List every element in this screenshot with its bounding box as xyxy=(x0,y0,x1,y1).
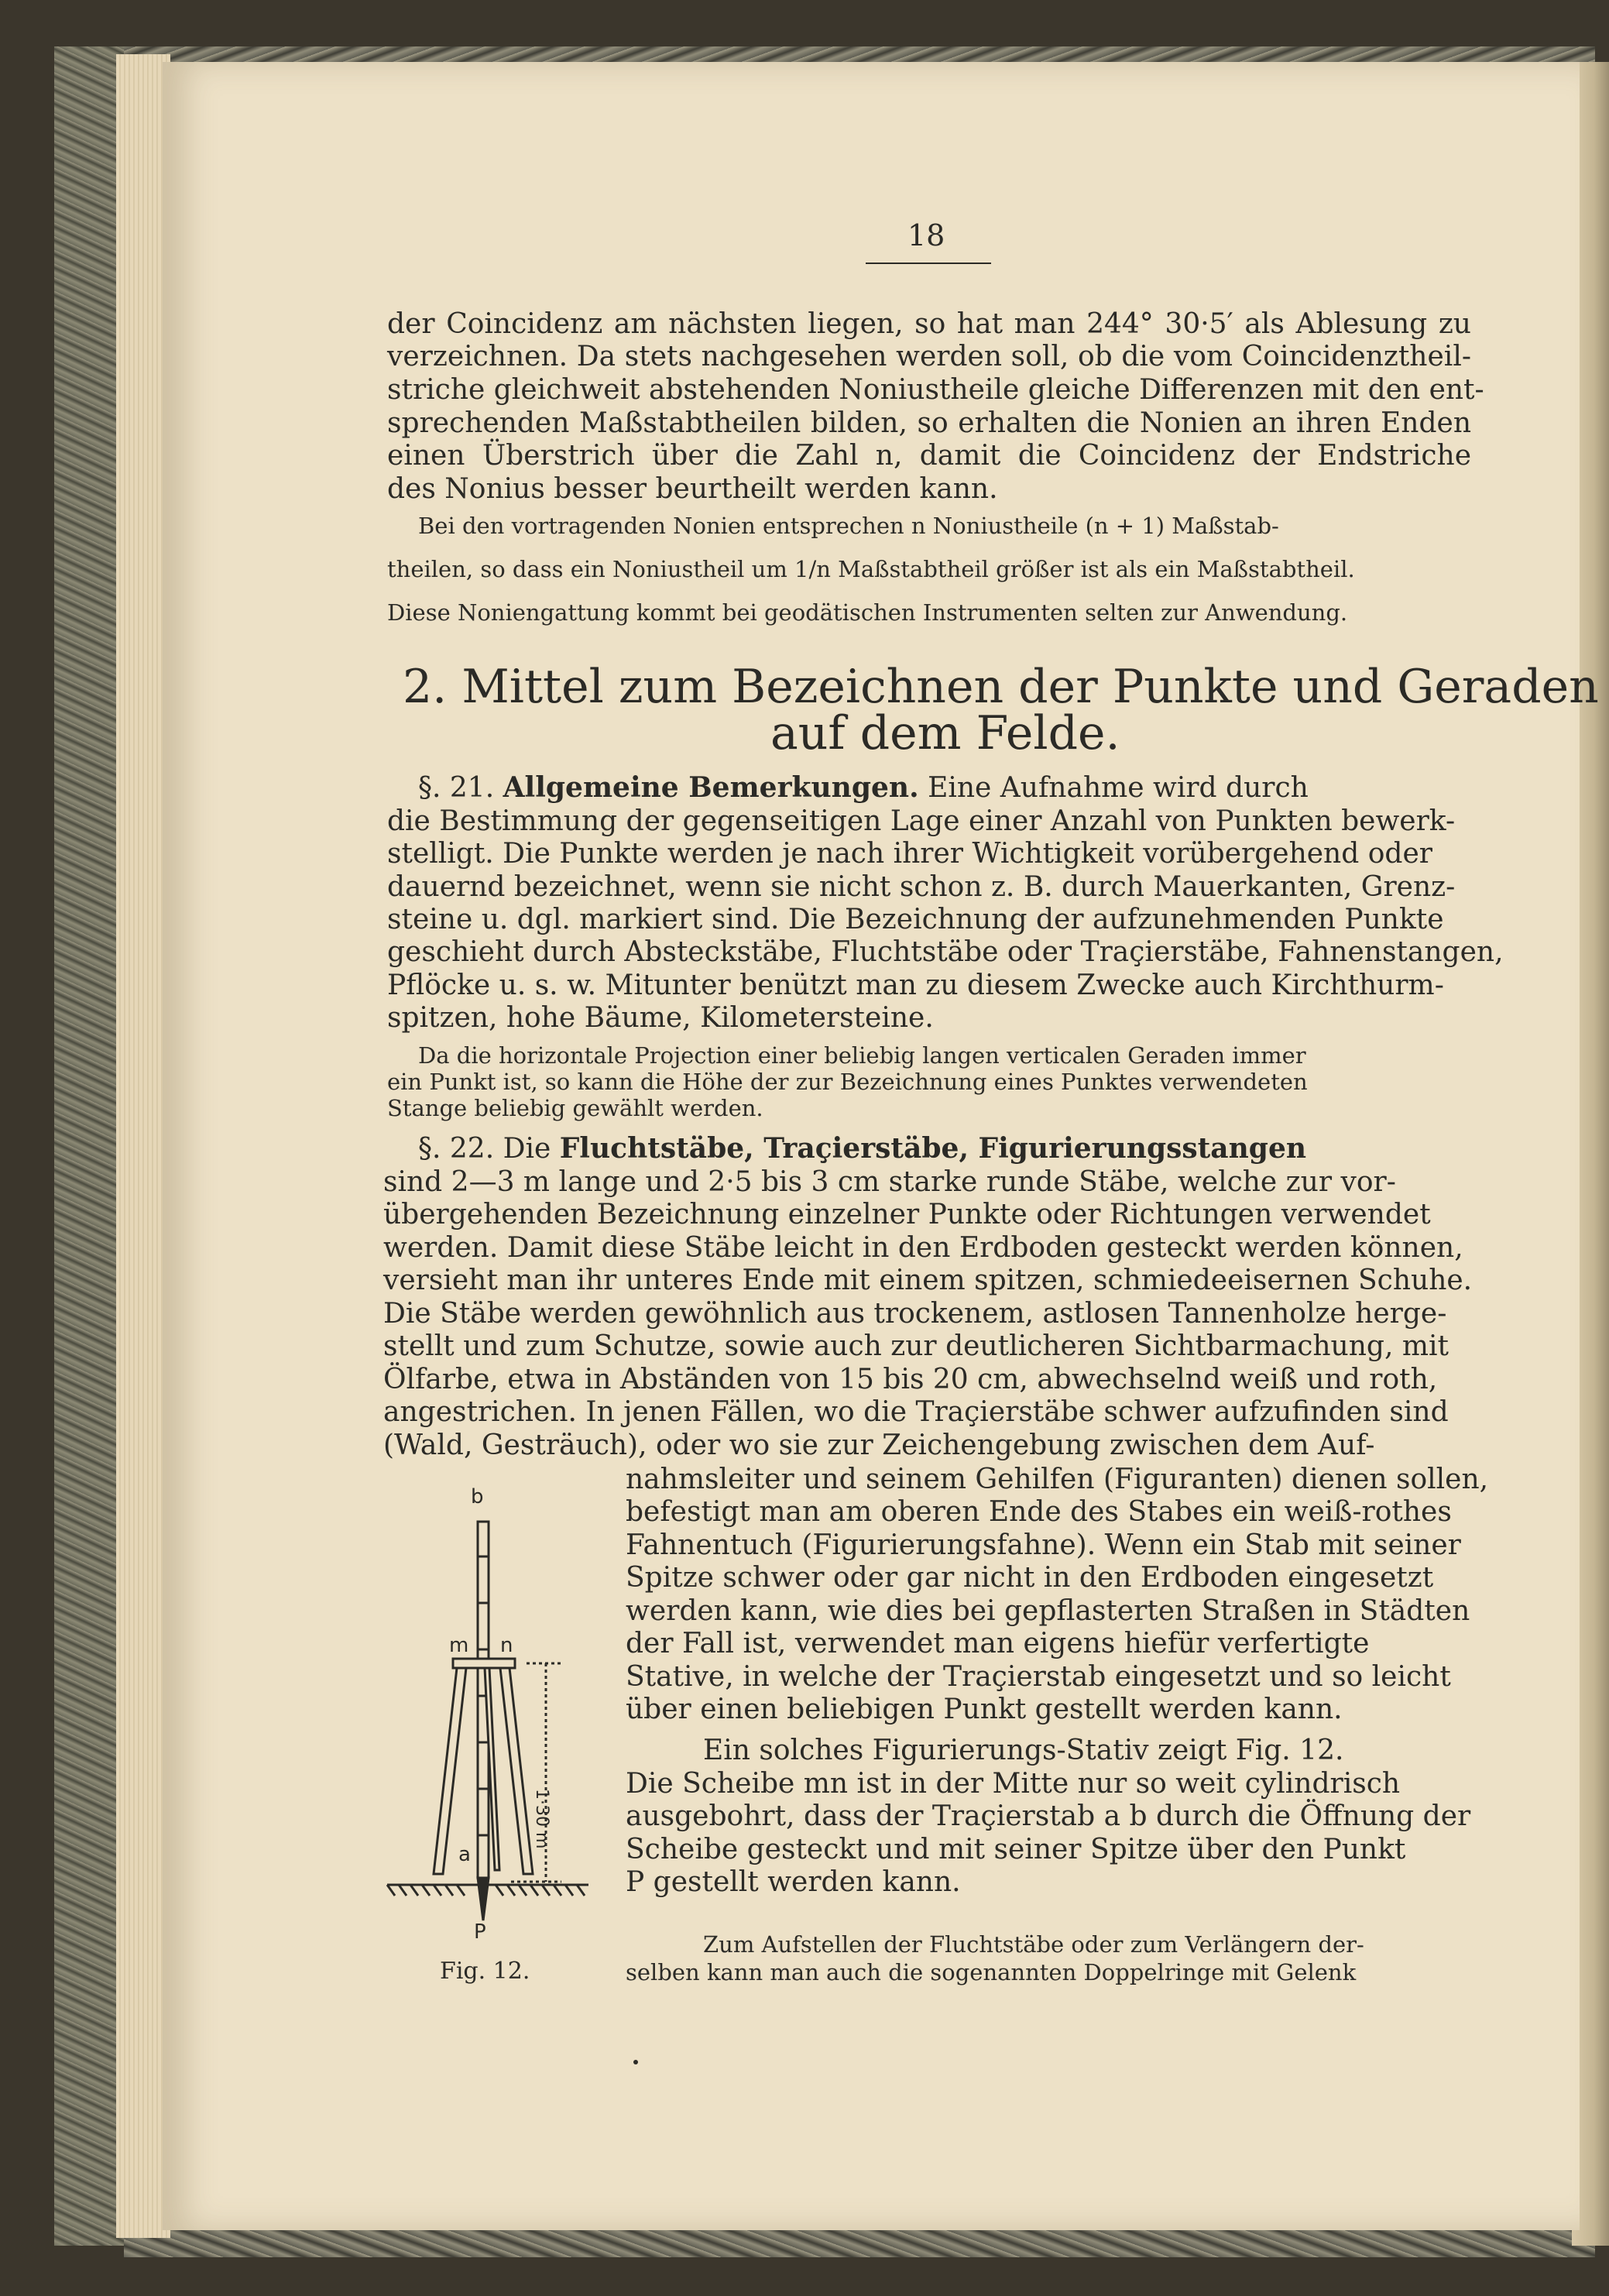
page-number-rule xyxy=(866,263,991,264)
text-line: der Coincidenz am nächsten liegen, so hat man 244° 30·5′ als Ablesung zu xyxy=(387,308,1471,340)
small-text-line: Diese Noniengattung kommt bei geodätischen Instrumenten selten zur Anwendung. xyxy=(387,599,1348,626)
text-line: nahmsleiter und seinem Gehilfen (Figuranten) dienen sollen, xyxy=(626,1464,1489,1495)
text-line: einen Überstrich über die Zahl n, damit die Coincidenz der Endstriche xyxy=(387,440,1471,472)
section-text: Die xyxy=(503,1133,551,1165)
small-text-line: selben kann man auch die sogenannten Doppelringe mit Gelenk xyxy=(626,1959,1357,1985)
text-line: Pflöcke u. s. w. Mitunter benützt man zu diesem Zwecke auch Kirchthurm- xyxy=(387,970,1444,1001)
text-line: verzeichnen. Da stets nachgesehen werden soll, ob die vom Coincidenztheil- xyxy=(387,341,1471,372)
text-line: befestigt man am oberen Ende des Stabes ein weiß-rothes xyxy=(626,1496,1452,1528)
section-22-first-line xyxy=(418,1132,1306,1165)
figure-caption: Fig. 12. xyxy=(440,1958,530,1985)
text-line: Fahnentuch (Figurierungsfahne). Wenn ein Stab mit seiner xyxy=(626,1529,1461,1561)
text-line: stellt und zum Schutze, sowie auch zur deutlicheren Sichtbarmachung, mit xyxy=(383,1330,1449,1362)
text-line: sprechenden Maßstabtheilen bilden, so erhalten die Nonien an ihren Enden xyxy=(387,407,1471,439)
text-line: stelligt. Die Punkte werden je nach ihrer Wichtigkeit vorübergehend oder xyxy=(387,838,1432,870)
section-number: §. 22. xyxy=(418,1133,495,1165)
ink-speck xyxy=(633,2060,638,2064)
section-title: Allgemeine Bemerkungen. xyxy=(503,771,919,804)
section-text: Eine Aufnahme wird durch xyxy=(928,772,1309,804)
figure-12-stativ-drawing xyxy=(372,1479,604,1959)
text-line: über einen beliebigen Punkt gestellt werden kann. xyxy=(626,1694,1343,1725)
text-line: Ein solches Figurierungs-Stativ zeigt Fig. 12. xyxy=(703,1735,1344,1766)
note-line: Da die horizontale Projection einer beliebig langen verticalen Geraden immer xyxy=(418,1042,1306,1069)
figure-label-b: b xyxy=(471,1485,484,1508)
figure-dimension-label: 1·30 m xyxy=(532,1789,551,1849)
text-line: sind 2—3 m lange und 2·5 bis 3 cm starke runde Stäbe, welche zur vor- xyxy=(383,1166,1396,1198)
figure-label-m: m xyxy=(449,1634,469,1657)
text-line: Stative, in welche der Traçierstab eingesetzt und so leicht xyxy=(626,1661,1451,1693)
section-heading-continued: auf dem Felde. xyxy=(770,706,1120,760)
section-21-first-line xyxy=(418,771,1309,804)
text-line: (Wald, Gesträuch), oder wo sie zur Zeichengebung zwischen dem Auf- xyxy=(383,1429,1375,1461)
text-line: angestrichen. In jenen Fällen, wo die Traçierstäbe schwer aufzufinden sind xyxy=(383,1396,1449,1428)
small-text-line: theilen, so dass ein Noniustheil um 1/n Maßstabtheil größer ist als ein Maßstabtheil. xyxy=(387,556,1355,582)
text-line: steine u. dgl. markiert sind. Die Bezeichnung der aufzunehmenden Punkte xyxy=(387,904,1444,935)
figure-label-n: n xyxy=(500,1634,513,1657)
text-line: spitzen, hohe Bäume, Kilometersteine. xyxy=(387,1002,934,1034)
figure-label-a: a xyxy=(458,1843,471,1866)
small-text-line: Zum Aufstellen der Fluchtstäbe oder zum Verlängern der- xyxy=(703,1931,1364,1958)
text-line: versieht man ihr unteres Ende mit einem spitzen, schmiedeeisernen Schuhe. xyxy=(383,1265,1473,1296)
text-line: ausgebohrt, dass der Traçierstab a b durch die Öffnung der xyxy=(626,1800,1471,1832)
text-line: werden kann, wie dies bei gepflasterten Straßen in Städten xyxy=(626,1595,1470,1627)
note-line: Stange beliebig gewählt werden. xyxy=(387,1095,763,1121)
text-line: striche gleichweit abstehenden Noniustheile gleiche Differenzen mit den ent- xyxy=(387,374,1484,406)
text-line: werden. Damit diese Stäbe leicht in den Erdboden gesteckt werden können, xyxy=(383,1232,1463,1264)
section-number: §. 21. xyxy=(418,772,495,804)
section-heading: 2. Mittel zum Bezeichnen der Punkte und Geraden xyxy=(403,660,1599,714)
text-line: dauernd bezeichnet, wenn sie nicht schon z. B. durch Mauerkanten, Grenz- xyxy=(387,871,1456,903)
small-text-line: Bei den vortragenden Nonien entsprechen n Noniustheile (n + 1) Maßstab- xyxy=(418,513,1279,539)
text-line: Die Stäbe werden gewöhnlich aus trockenem, astlosen Tannenholze herge- xyxy=(383,1298,1447,1330)
page-number: 18 xyxy=(907,218,945,252)
text-line: übergehenden Bezeichnung einzelner Punkte oder Richtungen verwendet xyxy=(383,1199,1431,1230)
text-line: Ölfarbe, etwa in Abständen von 15 bis 20 cm, abwechselnd weiß und roth, xyxy=(383,1364,1438,1395)
text-line: Scheibe gesteckt und mit seiner Spitze über den Punkt xyxy=(626,1834,1406,1865)
figure-label-p: P xyxy=(474,1920,486,1944)
text-line: P gestellt werden kann. xyxy=(626,1866,961,1898)
text-line: geschieht durch Absteckstäbe, Fluchtstäbe oder Traçierstäbe, Fahnenstangen, xyxy=(387,936,1504,968)
note-line: ein Punkt ist, so kann die Höhe der zur Bezeichnung eines Punktes verwendeten xyxy=(387,1069,1308,1095)
text-line: Die Scheibe mn ist in der Mitte nur so weit cylindrisch xyxy=(626,1768,1401,1800)
text-line: des Nonius besser beurtheilt werden kann. xyxy=(387,473,998,505)
text-line: Spitze schwer oder gar nicht in den Erdboden eingesetzt xyxy=(626,1562,1434,1594)
text-line: die Bestimmung der gegenseitigen Lage einer Anzahl von Punkten bewerk- xyxy=(387,805,1456,837)
section-title: Fluchtstäbe, Traçierstäbe, Figurierungsstangen xyxy=(559,1132,1307,1165)
text-line: der Fall ist, verwendet man eigens hiefür verfertigte xyxy=(626,1628,1370,1659)
